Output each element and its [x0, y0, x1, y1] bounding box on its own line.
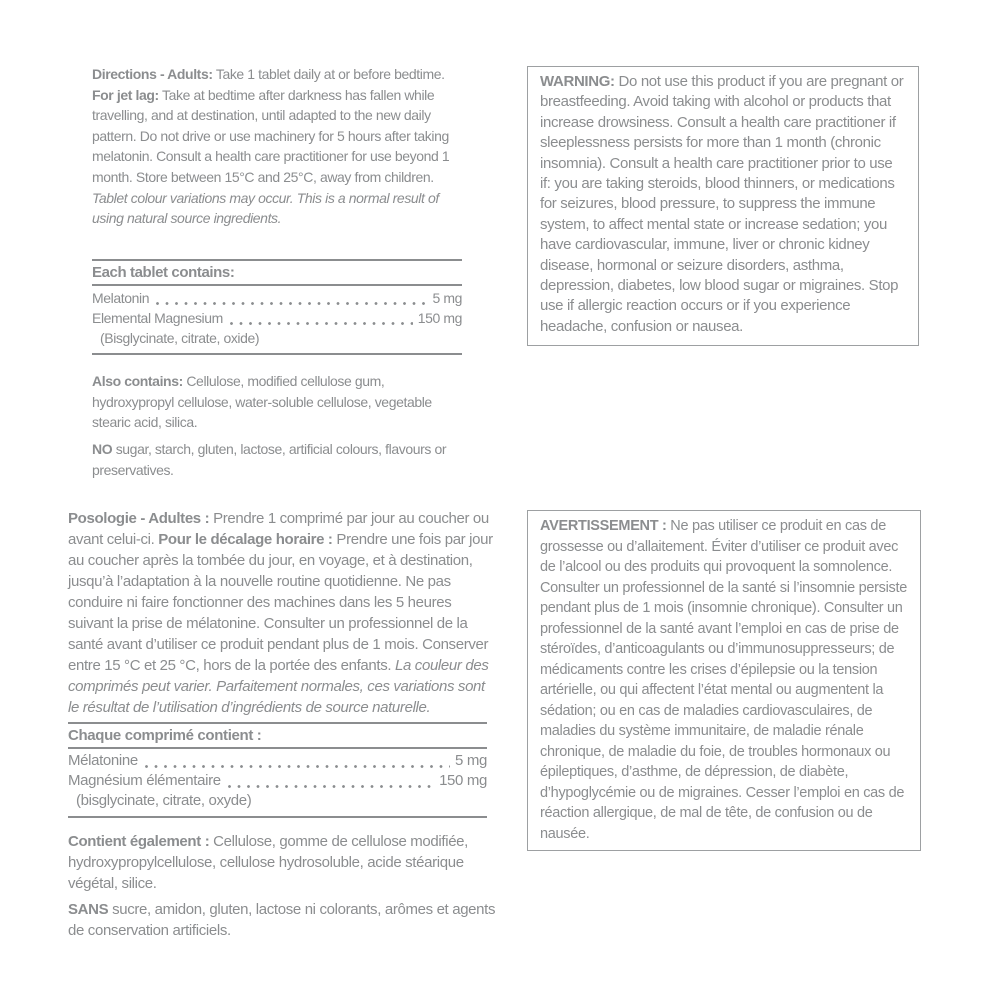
divider [92, 284, 462, 286]
en-free-of-label: NO [92, 441, 113, 457]
en-ingredient-panel-header: Each tablet contains: [92, 264, 235, 281]
ingredient-amount: 150 mg [439, 772, 487, 789]
ingredient-row [68, 751, 487, 771]
en-directions-paragraph [92, 64, 463, 229]
en-free-of-text: sugar, starch, gluten, lactose, artificial colours, flavours or preservatives. [92, 441, 447, 478]
en-warning-box [527, 66, 919, 346]
ingredient-name: Elemental Magnesium [92, 310, 223, 326]
fr-contient-egalement-label: Contient également : [68, 833, 210, 850]
fr-posologie-label: Posologie - Adultes : [68, 510, 210, 527]
ingredient-row [68, 771, 487, 791]
divider [68, 816, 487, 818]
fr-posologie-couleur-note: La couleur des comprimés peut varier. Parfaitement normales, ces variations sont le résultat de l’utilisation d’ingrédients de source naturelle. [68, 657, 489, 716]
ingredient-row [92, 308, 462, 328]
fr-posologie-paragraph [68, 508, 497, 718]
fr-contient-egalement-paragraph [68, 831, 502, 894]
en-ingredient-panel [92, 259, 462, 355]
ingredient-forms-note: (Bisglycinate, citrate, oxide) [100, 330, 260, 346]
fr-contient-egalement-text: Cellulose, gomme de cellulose modifiée, hydroxypropylcellulose, cellulose hydrosoluble, acide stéarique végétal, silice. [68, 833, 468, 892]
en-warning-label: WARNING: [540, 73, 615, 90]
divider [68, 747, 487, 749]
en-directions-label: Directions - Adults: [92, 66, 213, 82]
fr-avertissement-text: Ne pas utiliser ce produit en cas de grossesse ou d’allaitement. Éviter d’utiliser ce produit avec de l’alcool ou des produits qui provoquent la somnolence. Consulter un professionnel de la santé si l’insomnie persiste pendant plus de 1 mois (insomnie chronique). Consulter un professionnel de la santé avant l’emploi en cas de prise de stéroïdes, d’anticoagulants ou d’immunosuppresseurs; de médicaments contre les crises d’épilepsie ou la tension artérielle, ou qui affectent l’état mental ou augmentent la sédation; ou en cas de maladies cardiovasculaires, de maladies du système immunitaire, de maladie rénale chronique, de maladie du foie, de troubles hormonaux ou épileptiques, d’asthme, de dépression, de diabète, d’hypoglycémie ou de migraines. Cesser l’emploi en cas de réaction allergique, de mal de tête, de confusion ou de nausée. [540, 518, 907, 842]
fr-avertissement-label: AVERTISSEMENT : [540, 518, 667, 534]
dot-leader [145, 765, 450, 768]
en-directions-intro: Take 1 tablet daily at or before bedtime. [212, 66, 445, 82]
en-also-contains-paragraph [92, 371, 464, 433]
fr-sans-paragraph [68, 899, 502, 941]
en-jet-lag-label: For jet lag: [92, 86, 159, 103]
ingredient-name: Mélatonine [68, 752, 138, 769]
en-warning-text: Do not use this product if you are pregnant or breastfeeding. Avoid taking with alcohol or products that increase drowsiness. Consult a health care practitioner if sleeplessness persists for more than 1 month (chronic insomnia). Consult a health care practitioner prior to use if: you are taking steroids, blood thinners, or medications for seizures, blood pressure, to suppress the immune system, to affect mental state or increase sedation; you have cardiovascular, immune, liver or chronic kidney disease, hormonal or seizure disorders, asthma, depression, diabetes, low blood sugar or migraines. Stop use if allergic reaction occurs or if you experience headache, confusion or nausea. [540, 73, 904, 335]
en-also-contains-label: Also contains: [92, 373, 183, 389]
fr-ingredient-panel [68, 722, 487, 818]
en-free-of-paragraph [92, 439, 464, 480]
ingredient-row [92, 288, 462, 308]
en-directions-body: Take at bedtime after darkness has fallen while travelling, and at destination, until adapted to the new daily pattern. Do not drive or use machinery for 5 hours after taking melatonin. Consult a health care practitioner for use beyond 1 month. Store between 15°C and 25°C, away from children. [92, 86, 450, 185]
ingredient-name: Magnésium élémentaire [68, 772, 221, 789]
fr-avertissement-box [527, 510, 921, 851]
ingredient-amount: 150 mg [417, 310, 462, 326]
ingredient-amount: 5 mg [455, 752, 487, 769]
en-directions-colour-note: Tablet colour variations may occur. This is a normal result of using natural source ingredients. [92, 189, 439, 227]
divider [92, 353, 462, 355]
en-also-contains-text: Cellulose, modified cellulose gum, hydroxypropyl cellulose, water-soluble cellulose, vegetable stearic acid, silica. [92, 373, 432, 431]
fr-decalage-label: Pour le décalage horaire : [158, 531, 333, 548]
ingredient-name: Melatonin [92, 290, 150, 306]
fr-sans-text: sucre, amidon, gluten, lactose ni colorants, arômes et agents de conservation artificiels. [68, 901, 496, 939]
fr-ingredient-panel-header: Chaque comprimé contient : [68, 727, 262, 744]
fr-posologie-body: Prendre une fois par jour au coucher après la tombée du jour, en voyage, et à destination, jusqu’à l’adaptation à la nouvelle routine quotidienne. Ne pas conduire ni faire fonctionner des machines dans les 5 heures suivant la prise de mélatonine. Consulter un professionnel de la santé avant d’utiliser ce produit pendant plus de 1 mois. Conserver entre 15 °C et 25 °C, hors de la portée des enfants. [68, 531, 493, 674]
dot-leader [230, 322, 413, 325]
dot-leader [228, 785, 434, 788]
fr-posologie-intro: Prendre 1 comprimé par jour au coucher ou avant celui-ci. [68, 510, 489, 548]
ingredient-forms-note: (bisglycinate, citrate, oxyde) [76, 792, 252, 809]
ingredient-amount: 5 mg [432, 290, 462, 306]
fr-sans-label: SANS [68, 901, 109, 918]
dot-leader [156, 302, 427, 305]
